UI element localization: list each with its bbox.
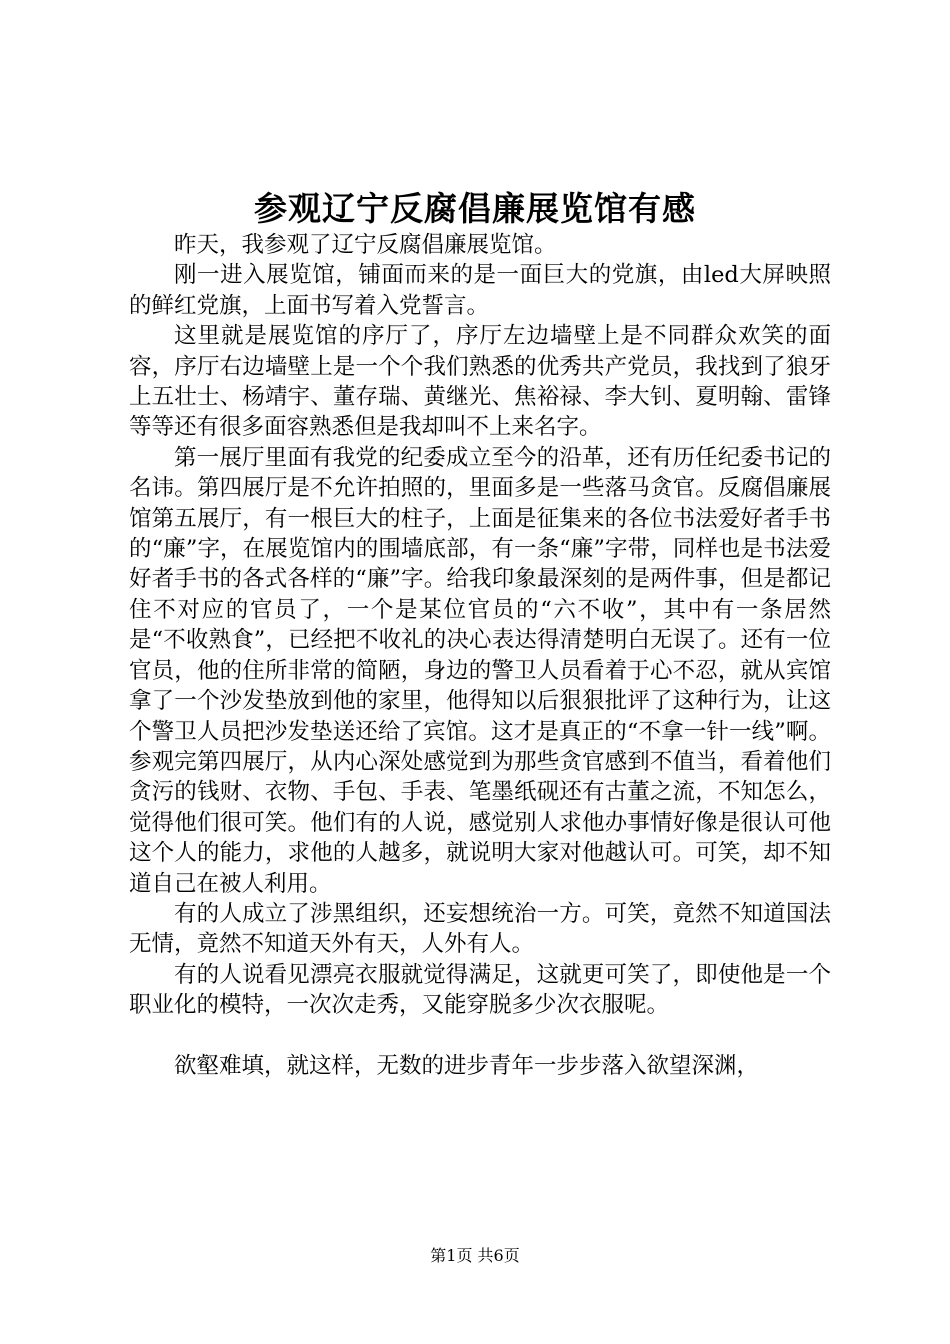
paragraph: 有的人说看见漂亮衣服就觉得满足，这就更可笑了，即使他是一个职业化的模特，一次次走秀，又能穿脱多少次衣服呢。 (129, 961, 831, 1019)
paragraph: 这里就是展览馆的序厅了，序厅左边墙壁上是不同群众欢笑的面容，序厅右边墙壁上是一个个我们熟悉的优秀共产党员，我找到了狼牙上五壮士、杨靖宇、董存瑞、黄继光、焦裕禄、李大钊、夏明翰、雷锋等等还有很多面容熟悉但是我却叫不上来名字。 (129, 323, 831, 441)
document-body (129, 230, 831, 1081)
paragraph: 有的人成立了涉黑组织，还妄想统治一方。可笑，竟然不知道国法无情，竟然不知道天外有天，人外有人。 (129, 900, 831, 958)
paragraph: 第一展厅里面有我党的纪委成立至今的沿革，还有历任纪委书记的名讳。第四展厅是不允许拍照的，里面多是一些落马贪官。反腐倡廉展馆第五展厅，有一根巨大的柱子，上面是征集来的各位书法爱好者手书的“廉”字，在展览馆内的围墙底部，有一条“廉”字带，同样也是书法爱好者手书的各式各样的“廉”字。给我印象最深刻的是两件事，但是都记住不对应的官员了，一个是某位官员的“六不收”，其中有一条居然是“不收熟食”，已经把不收礼的决心表达得清楚明白无误了。还有一位官员，他的住所非常的简陋，身边的警卫人员看着于心不忍，就从宾馆拿了一个沙发垫放到他的家里，他得知以后狠狠批评了这种行为，让这个警卫人员把沙发垫送还给了宾馆。这才是真正的“不拿一针一线”啊。参观完第四展厅，从内心深处感觉到为那些贪官感到不值当，看着他们贪污的钱财、衣物、手包、手表、笔墨纸砚还有古董之流，不知怎么，觉得他们很可笑。他们有的人说，感觉别人求他办事情好像是很认可他这个人的能力，求他的人越多，就说明大家对他越认可。可笑，却不知道自己在被人利用。 (129, 444, 831, 897)
paragraph: 欲壑难填，就这样，无数的进步青年一步步落入欲望深渊， (174, 1052, 760, 1079)
page-number-footer: 第1页 共6页 (430, 1246, 520, 1265)
paragraph: 昨天，我参观了辽宁反腐倡廉展览馆。 (174, 232, 557, 258)
paragraph: 刚一进入展览馆，铺面而来的是一面巨大的党旗，由led大屏映照的鲜红党旗，上面书写着入党誓言。 (129, 262, 831, 319)
document-title: 参观辽宁反腐倡廉展览馆有感 (254, 189, 696, 228)
